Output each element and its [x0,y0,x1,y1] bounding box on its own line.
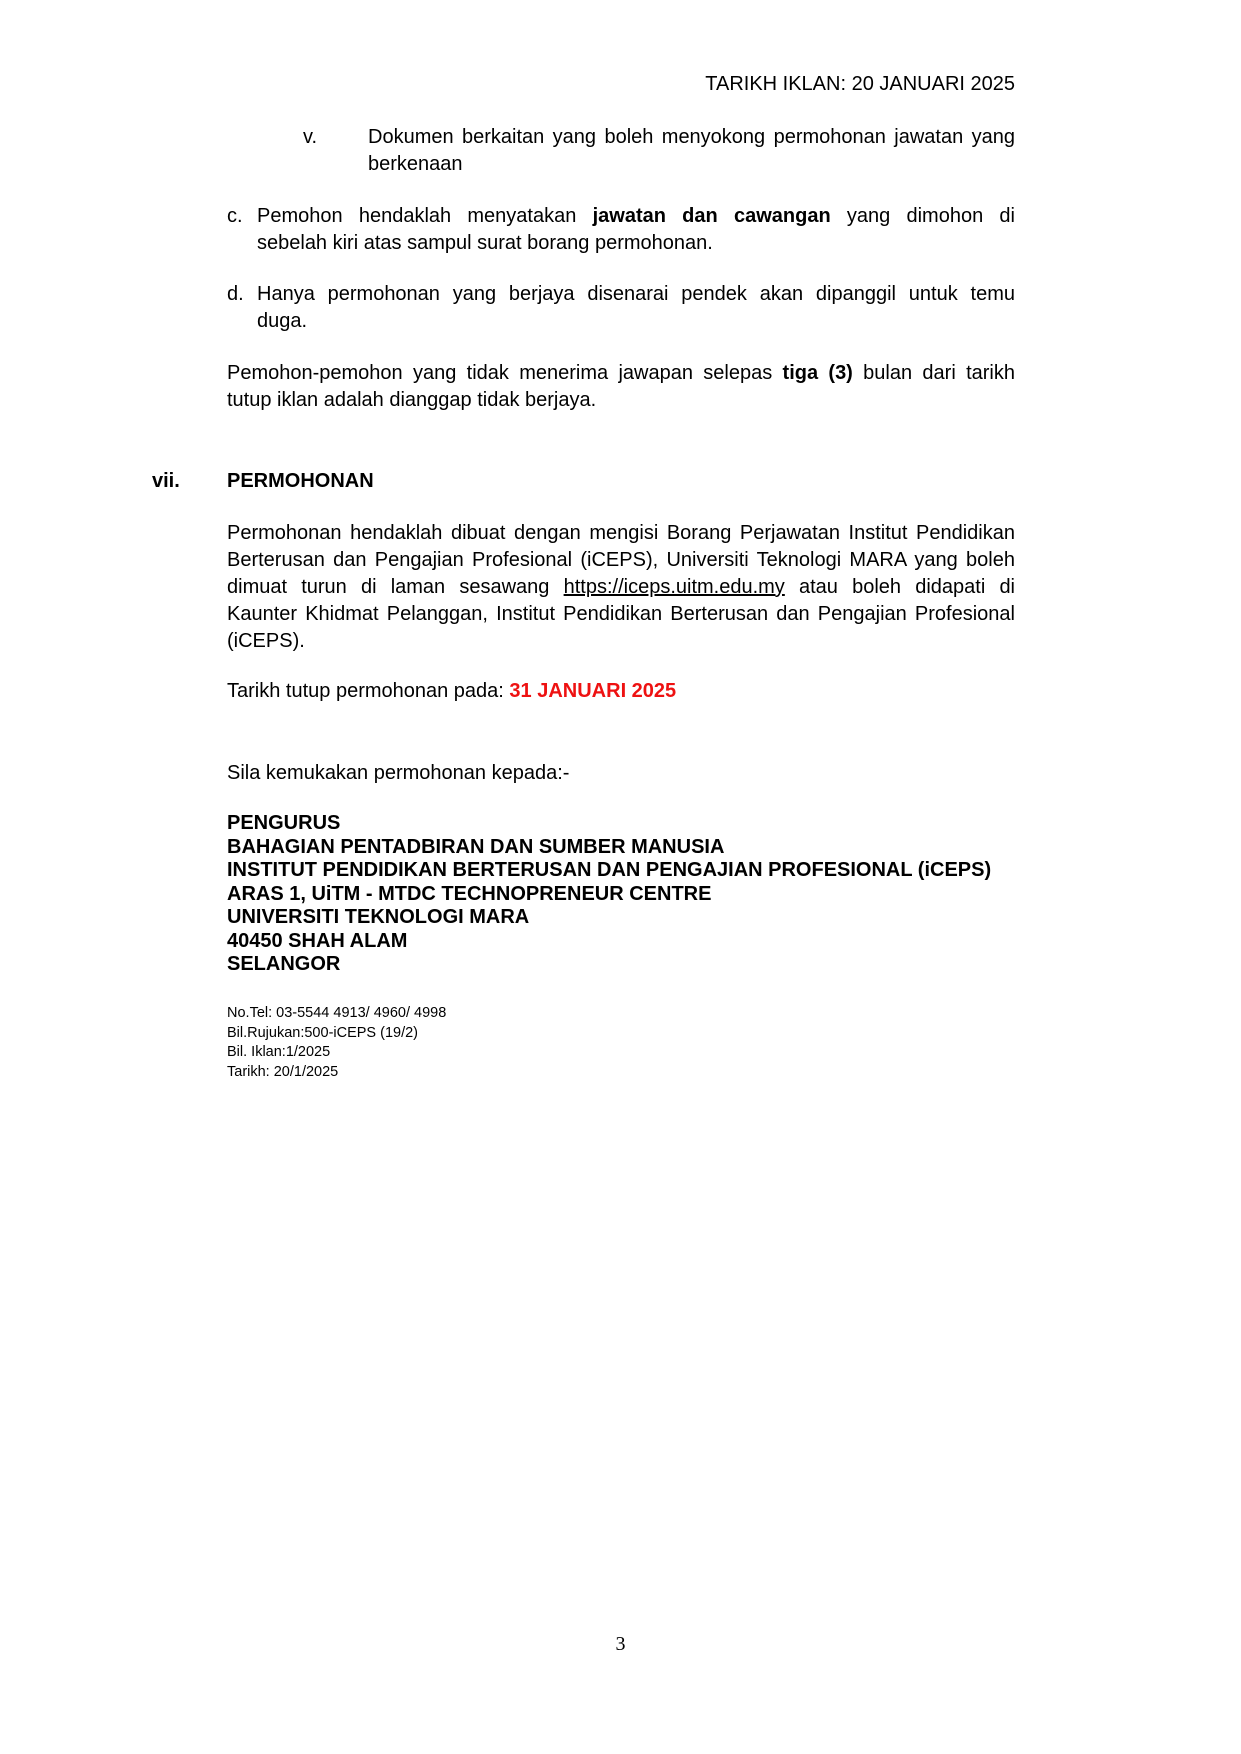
text-segment: atau boleh didapati di [784,576,1016,598]
text-segment: jawatan dan cawangan [592,205,831,227]
address-line: INSTITUT PENDIDIKAN BERTERUSAN DAN PENGAJIAN PROFESIONAL (iCEPS) [227,859,992,881]
text-line [227,601,1015,628]
application-instructions-paragraph [227,520,1015,655]
list-marker-d: d. [227,283,244,305]
list-marker-v: v. [303,126,318,148]
section-title-permohonan: PERMOHONAN [227,470,374,492]
text-segment: sebelah kiri atas sampul surat borang permohonan. [257,232,713,254]
text-segment: tiga (3) [782,362,853,384]
text-line [368,124,1015,151]
text-segment: Permohonan hendaklah dibuat dengan mengisi Borang Perjawatan Institut Pendidikan [227,522,1015,544]
text-segment: Pemohon-pemohon yang tidak menerima jawapan selepas [227,362,783,384]
contact-line: No.Tel: 03-5544 4913/ 4960/ 4998 [227,1005,447,1021]
text-segment: Hanya permohonan yang berjaya disenarai pendek akan dipanggil untuk temu [257,283,1015,305]
contact-reference-block [227,1004,446,1082]
page-number: 3 [615,1633,626,1655]
iceps-website-link[interactable]: https://iceps.uitm.edu.my [563,576,785,598]
postal-address-block [227,812,991,977]
text-line [257,308,1015,335]
text-line [257,281,1015,308]
closing-date-value: 31 JANUARI 2025 [509,680,677,702]
text-line [227,520,1015,547]
submit-to-line: Sila kemukakan permohonan kepada:- [227,762,570,784]
address-line: BAHAGIAN PENTADBIRAN DAN SUMBER MANUSIA [227,835,725,858]
text-segment: berkenaan [368,153,463,175]
text-line [227,628,1015,655]
list-item-c-text [257,203,1015,257]
address-line: SELANGOR [227,953,341,975]
closing-date-line [227,678,676,705]
text-line [257,203,1015,230]
text-segment: Berterusan dan Pengajian Profesional (iCEPS), Universiti Teknologi MARA yang boleh [227,549,1015,571]
text-line [227,574,1015,601]
contact-line: Bil. Iklan:1/2025 [227,1044,331,1060]
section-number-vii: vii. [152,470,180,492]
list-item-v-text [368,124,1015,178]
text-line [368,151,1015,178]
text-segment: bulan dari tarikh [852,362,1015,384]
text-segment: (iCEPS). [227,630,305,652]
text-line [227,360,1015,387]
text-segment: yang dimohon di [830,205,1016,227]
text-segment: tutup iklan adalah dianggap tidak berjaya. [227,389,597,411]
list-marker-c: c. [227,205,243,227]
text-line [257,230,1015,257]
text-segment: Pemohon hendaklah menyatakan [257,205,593,227]
text-line [227,387,1015,414]
contact-line: Tarikh: 20/1/2025 [227,1063,339,1080]
list-item-d-text [257,281,1015,335]
address-line: ARAS 1, UiTM - MTDC TECHNOPRENEUR CENTRE [227,882,712,905]
text-segment: Dokumen berkaitan yang boleh menyokong permohonan jawatan yang [368,126,1015,148]
unsuccessful-applicants-note [227,360,1015,414]
address-line: UNIVERSITI TEKNOLOGI MARA [227,906,530,928]
text-segment: Tarikh tutup permohonan pada: [227,680,510,702]
text-segment: Kaunter Khidmat Pelanggan, Institut Pendidikan Berterusan dan Pengajian Profesional [227,603,1015,625]
contact-line: Bil.Rujukan:500-iCEPS (19/2) [227,1024,419,1041]
advert-date-header: TARIKH IKLAN: 20 JANUARI 2025 [705,73,1015,95]
text-segment: duga. [257,310,308,332]
text-segment: dimuat turun di laman sesawang [227,576,564,598]
text-line [227,547,1015,574]
address-line: PENGURUS [227,812,341,834]
address-line: 40450 SHAH ALAM [227,929,408,952]
